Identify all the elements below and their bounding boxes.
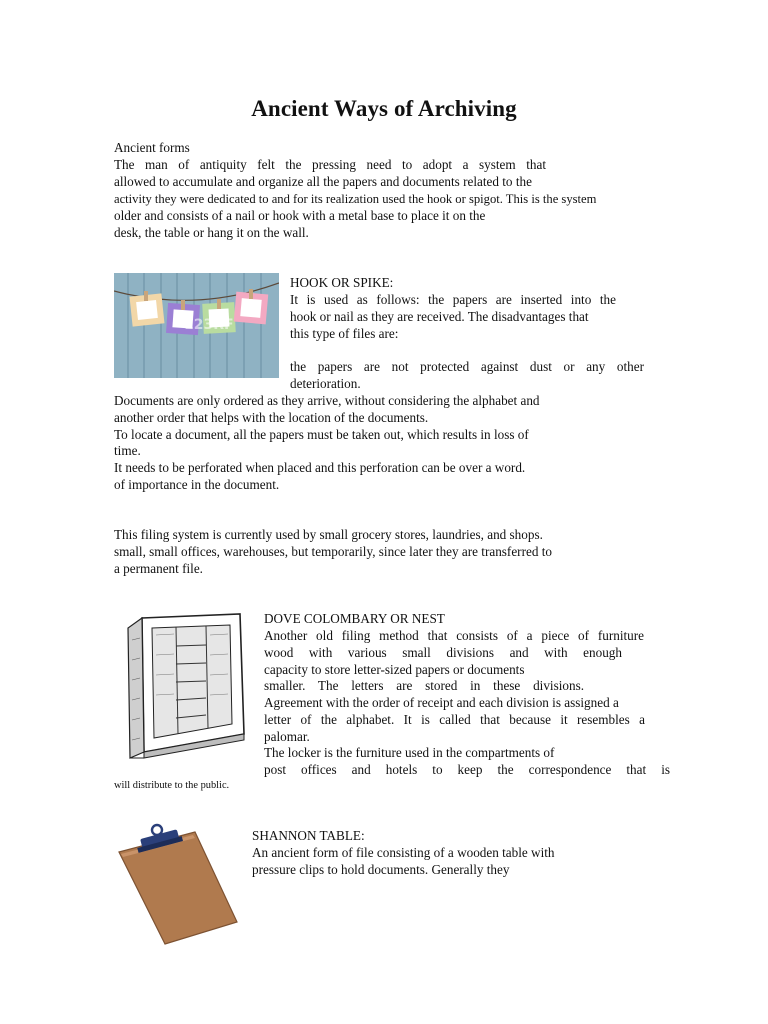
dove-side-line: capacity to store letter-sized papers or documents (264, 662, 525, 677)
dove-side-line: The locker is the furniture used in the compartments of (264, 745, 555, 760)
hook-clothesline-photo (114, 273, 279, 378)
hook-line: To locate a document, all the papers must be taken out, which results in loss of (114, 427, 529, 442)
usage-line: This filing system is currently used by small grocery stores, laundries, and shops. (114, 527, 543, 542)
shannon-heading: SHANNON TABLE: (252, 828, 365, 843)
intro-line: activity they were dedicated to and for its realization used the hook or spigot. This is the system (114, 192, 597, 206)
usage-line: a permanent file. (114, 561, 203, 576)
hook-side-line: the papers are not protected against dust or any other (290, 359, 644, 374)
dove-side-line: Agreement with the order of receipt and each division is assigned a (264, 695, 619, 710)
hook-side-line: hook or nail as they are received. The disadvantages that (290, 309, 589, 324)
intro-heading: Ancient forms (114, 140, 190, 155)
hook-line: It needs to be perforated when placed and this perforation can be over a word. (114, 460, 526, 475)
intro-line: desk, the table or hang it on the wall. (114, 225, 309, 240)
hook-side-line: this type of files are: (290, 326, 399, 341)
dove-side-line: post offices and hotels to keep the correspondence that is (264, 762, 670, 777)
hook-line: of importance in the document. (114, 477, 280, 492)
dove-side-line: palomar. (264, 729, 310, 744)
shannon-side-line: pressure clips to hold documents. Generally they (252, 862, 510, 877)
clipboard-photo (113, 822, 241, 946)
hook-heading: HOOK OR SPIKE: (290, 275, 394, 290)
hook-line: another order that helps with the location of the documents. (114, 410, 429, 425)
hook-line: time. (114, 443, 141, 458)
page-title: Ancient Ways of Archiving (251, 96, 517, 121)
dove-heading: DOVE COLOMBARY OR NEST (264, 611, 445, 626)
dove-side-line: wood with various small divisions and with enough (264, 645, 622, 660)
intro-line: The man of antiquity felt the pressing need to adopt a system that (114, 157, 546, 172)
hook-side-line: It is used as follows: the papers are inserted into the (290, 292, 616, 307)
dove-side-line: letter of the alphabet. It is called that because it resembles a (264, 712, 645, 727)
shannon-side-line: An ancient form of file consisting of a wooden table with (252, 845, 555, 860)
dove-side-line: smaller. The letters are stored in these divisions. (264, 678, 584, 693)
hook-side-line: deterioration. (290, 376, 361, 391)
dove-tail-line: will distribute to the public. (114, 780, 230, 791)
usage-line: small, small offices, warehouses, but temporarily, since later they are transferred to (114, 544, 552, 559)
pigeonhole-cabinet-illustration (118, 610, 252, 766)
intro-line: older and consists of a nail or hook with a metal base to place it on the (114, 208, 486, 223)
dove-side-line: Another old filing method that consists of a piece of furniture (264, 628, 644, 643)
intro-line: allowed to accumulate and organize all the papers and documents related to the (114, 174, 532, 189)
hook-line: Documents are only ordered as they arrive, without considering the alphabet and (114, 393, 540, 408)
image-watermark: 123RF (184, 317, 234, 333)
